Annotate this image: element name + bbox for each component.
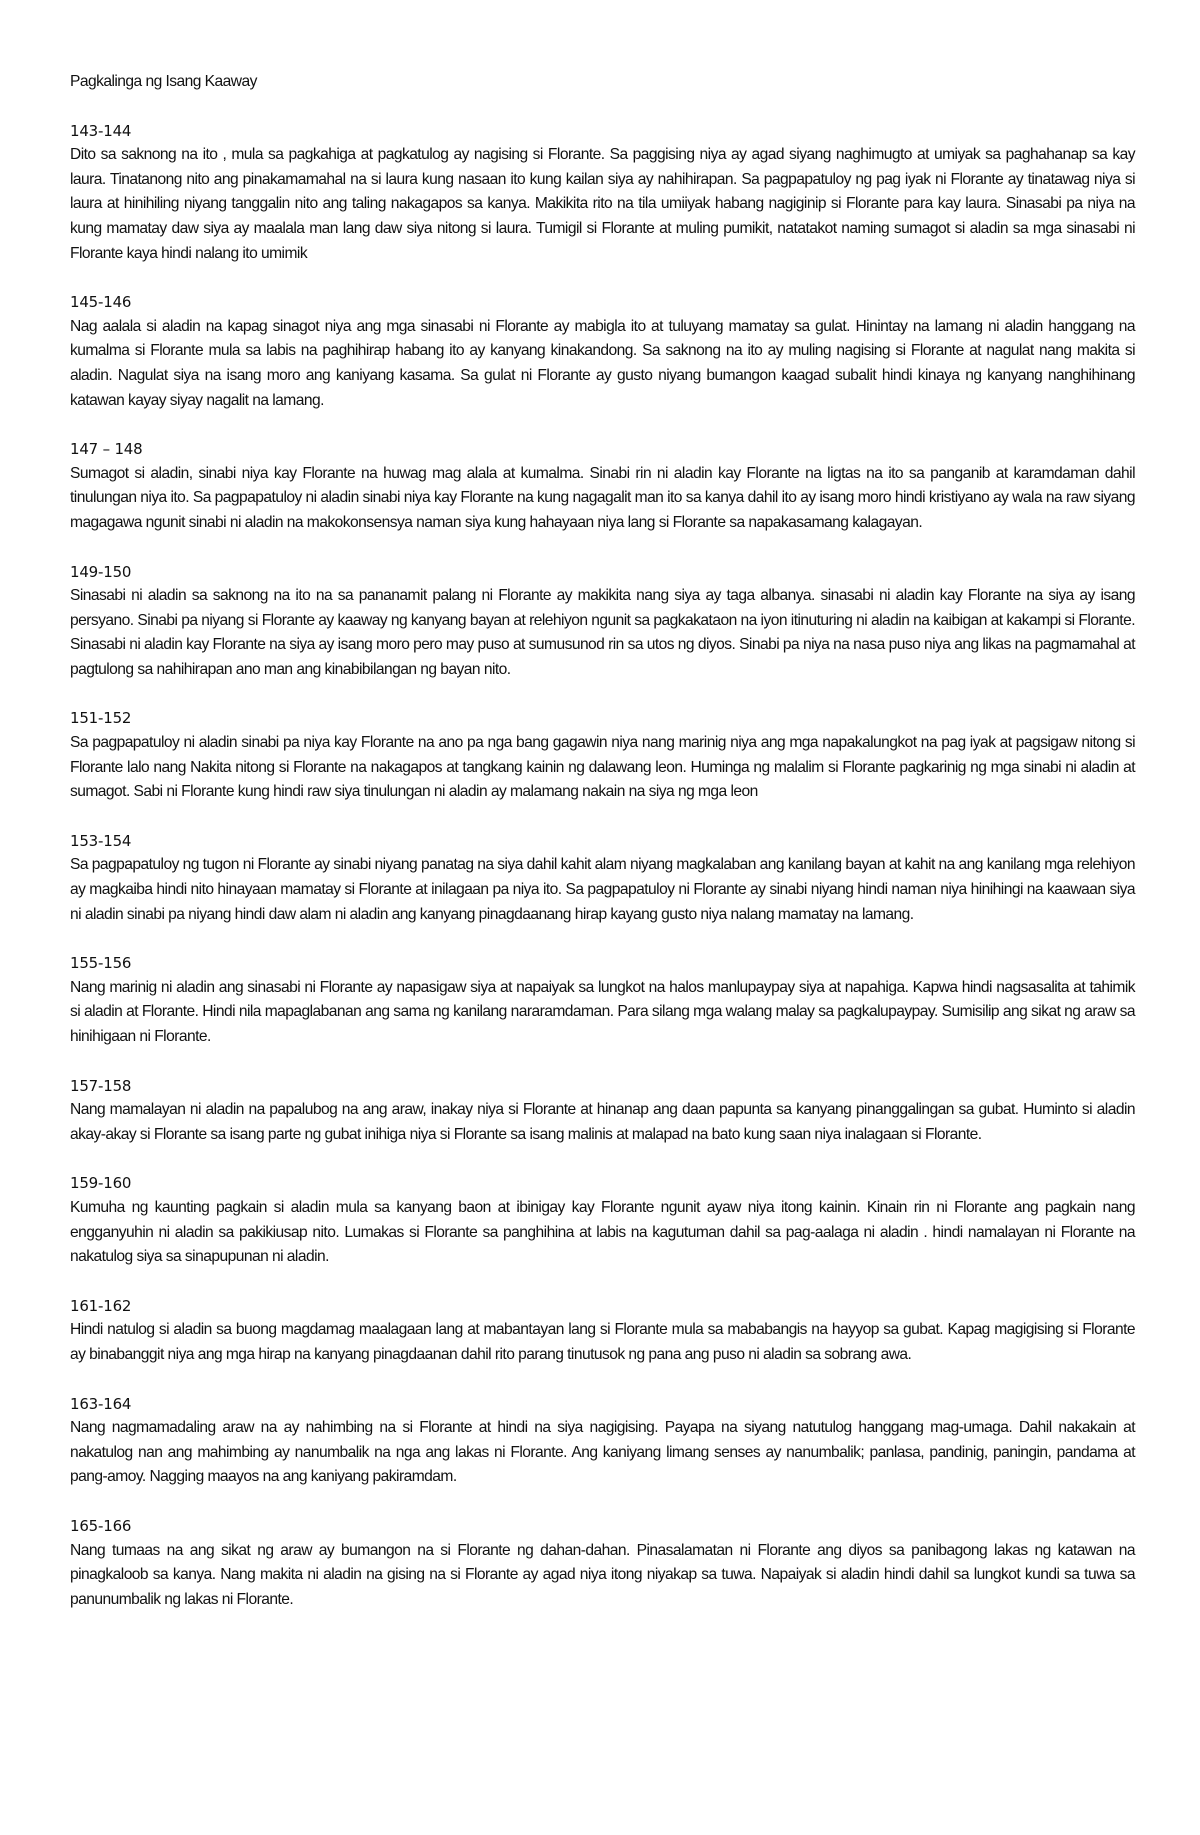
section-text: Sinasabi ni aladin sa saknong na ito na sa pananamit palang ni Florante ay makikita nang siya ay taga albanya. sinasabi ni aladin kay Florante na siya ay isang persyano. Sinabi pa niyang si Florante ay kaaway ng kanyang bayan at relehiyon ngunit sa pagkakataon na iyon itinuturing ni aladin na kaibigan at kakampi si Florante. Sinasabi ni aladin kay Florante na siya ay isang moro pero may puso at sumusunod rin sa utos ng diyos. Sinabi pa niya na nasa puso niya ang likas na pagmamahal at pagtulong sa nahihirapan ano man ang kinabibilangan ng bayan nito. [70, 587, 1135, 678]
section-145-146 [70, 290, 1135, 413]
section-159-160 [70, 1171, 1135, 1269]
section-143-144 [70, 119, 1135, 267]
section-text: Nang mamalayan ni aladin na papalubog na ang araw, inakay niya si Florante at hinanap ang daan papunta sa kanyang pinanggalingan sa gubat. Huminto si aladin akay-akay si Florante sa isang parte ng gubat inihiga niya si Florante sa isang malinis at malapad na bato kung saan niya inalagaan si Florante. [70, 1101, 1135, 1143]
section-text: Nang nagmamadaling araw na ay nahimbing na si Florante at hindi na siya nagigising. Payapa na siyang natutulog hanggang mag-umaga. Dahil nakakain at nakatulog nan ang mahimbing ay nanumbalik na nga ang lakas ni Florante. Ang kaniyang limang senses ay nanumbalik; panlasa, pandinig, paningin, pandama at pang-amoy. Nagging maayos na ang kaniyang pakiramdam. [70, 1419, 1135, 1486]
section-text: Kumuha ng kaunting pagkain si aladin mula sa kanyang baon at ibinigay kay Florante ngunit ayaw niya itong kainin. Kinain rin ni Florante ang pagkain nang engganyuhin ni aladin sa pakikiusap nito. Lumakas si Florante sa panghihina at labis na kagutuman dahil sa pag-aalaga ni aladin . hindi namalayan ni Florante na nakatulog siya sa sinapupunan ni aladin. [70, 1198, 1135, 1266]
section-number: 143-144 [70, 121, 132, 140]
section-text: Nang marinig ni aladin ang sinasabi ni Florante ay napasigaw siya at napaiyak sa lungkot na halos manlupaypay siya at napahiga. Kapwa hindi nagsasalita at tahimik si aladin at Florante. Hindi nila mapaglabanan ang sama ng kanilang nararamdaman. Para silang mga walang malay sa pagkalupaypay. Sumisilip ang sikat ng araw sa hinihigaan ni Florante. [70, 978, 1135, 1045]
section-number: 165-166 [70, 1516, 132, 1535]
section-149-150 [70, 560, 1135, 683]
section-number: 145-146 [70, 293, 132, 312]
section-text: Hindi natulog si aladin sa buong magdamag maalagaan lang at mabantayan lang si Florante mula sa mababangis na hayyop sa gubat. Kapag magigising si Florante ay binabanggit niya ang mga hirap na kanyang pinagdaanan dahil rito parang tinutusok ng pana ang puso ni aladin sa sobrang awa. [70, 1321, 1135, 1363]
section-text: Nang tumaas na ang sikat ng araw ay bumangon na si Florante ng dahan-dahan. Pinasalamatan ni Florante ang diyos sa panibagong lakas ng katawan na pinagkaloob sa kanya. Nang makita ni aladin na gising na si Florante ay agad niya itong niyakap sa tuwa. Napaiyak si aladin hindi dahil sa lungkot kundi sa tuwa sa panunumbalik ng lakas ni Florante. [70, 1541, 1135, 1608]
section-151-152 [70, 706, 1135, 804]
section-147-148 [70, 437, 1135, 535]
section-number: 147 – 148 [70, 440, 143, 459]
section-text: Nag aalala si aladin na kapag sinagot niya ang mga sinasabi ni Florante ay mabigla ito at tuluyang mamatay sa gulat. Hinintay na lamang ni aladin hanggang na kumalma si Florante mula sa labis na paghihirap habang ito ay kanyang kinakandong. Sa saknong na ito ay muling nagising si Florante at nagulat nang makita si aladin. Nagulat siya na isang moro ang kaniyang kasama. Sa gulat ni Florante ay gusto niyang bumangon kaagad subalit hindi kinaya ng kanyang nanghihinang katawan kayay siyay nagalit na lamang. [70, 317, 1135, 409]
document-title: Pagkalinga ng Isang Kaaway [70, 73, 257, 90]
section-number: 151-152 [70, 709, 132, 728]
section-text: Sa pagpapatuloy ng tugon ni Florante ay sinabi niyang panatag na siya dahil kahit alam niyang magkalaban ang kanilang bayan at kahit na ang kanilang mga relehiyon ay magkaiba hindi nito hinayaan mamatay si Florante at inilagaan pa niya ito. Sa pagpapatuloy ni Florante ay sinabi niyang hindi naman niya hinihingi na kaawaan siya ni aladin sinabi pa niyang hindi daw alam ni aladin ang kanyang pinagdaanang hirap kayang gusto niya nalang mamatay na lamang. [70, 856, 1135, 923]
document-page [70, 70, 1135, 1636]
section-number: 149-150 [70, 562, 132, 581]
section-text: Dito sa saknong na ito , mula sa pagkahiga at pagkatulog ay nagising si Florante. Sa paggising niya ay agad siyang naghimugto at umiyak sa paghahanap sa kay laura. Tinatanong nito ang pinakamamahal na si laura kung nasaan ito kung kailan siya ay nahihirapan. Sa pagpapatuloy ng pag iyak ni Florante ay tinatawag niya si laura at hinihiling niyang tanggalin nito ang taling nakagapos sa kanya. Makikita rito na tila umiiyak habang nagiginip si Florante para kay laura. Sinasabi pa niya na kung mamatay daw siya ay maalala man lang daw siya nitong si laura. Tumigil si Florante at muling pumikit, natatakot naming sumagot si aladin sa mga sinasabi ni Florante kaya hindi nalang ito umimik [70, 146, 1135, 262]
section-number: 163-164 [70, 1394, 132, 1413]
section-number: 155-156 [70, 954, 132, 973]
section-155-156 [70, 951, 1135, 1049]
section-number: 161-162 [70, 1296, 132, 1315]
section-157-158 [70, 1074, 1135, 1148]
section-165-166 [70, 1514, 1135, 1612]
section-153-154 [70, 829, 1135, 927]
section-161-162 [70, 1294, 1135, 1368]
section-number: 159-160 [70, 1174, 132, 1193]
section-number: 157-158 [70, 1076, 132, 1095]
section-number: 153-154 [70, 831, 132, 850]
section-text: Sumagot si aladin, sinabi niya kay Florante na huwag mag alala at kumalma. Sinabi rin ni aladin kay Florante na ligtas na ito sa panganib at karamdaman dahil tinulungan niya ito. Sa pagpapatuloy ni aladin sinabi niya kay Florante na kung nagagalit man ito sa kanya dahil ito ay isang moro hindi kristiyano ay wala na raw siyang magagawa ngunit sinabi ni aladin na makokonsensya naman siya kung hahayaan niya lang si Florante sa napakasamang kalagayan. [70, 464, 1135, 531]
section-text: Sa pagpapatuloy ni aladin sinabi pa niya kay Florante na ano pa nga bang gagawin niya nang marinig niya ang mga napakalungkot na pag iyak at pagsigaw nitong si Florante lalo nang Nakita nitong si Florante na nakagapos at tangkang kainin ng dalawang leon. Huminga ng malalim si Florante pagkarinig ng mga sinabi ni aladin at sumagot. Sabi ni Florante kung hindi raw siya tinulungan ni aladin ay malamang nakain na siya ng mga leon [70, 734, 1135, 801]
section-163-164 [70, 1392, 1135, 1490]
